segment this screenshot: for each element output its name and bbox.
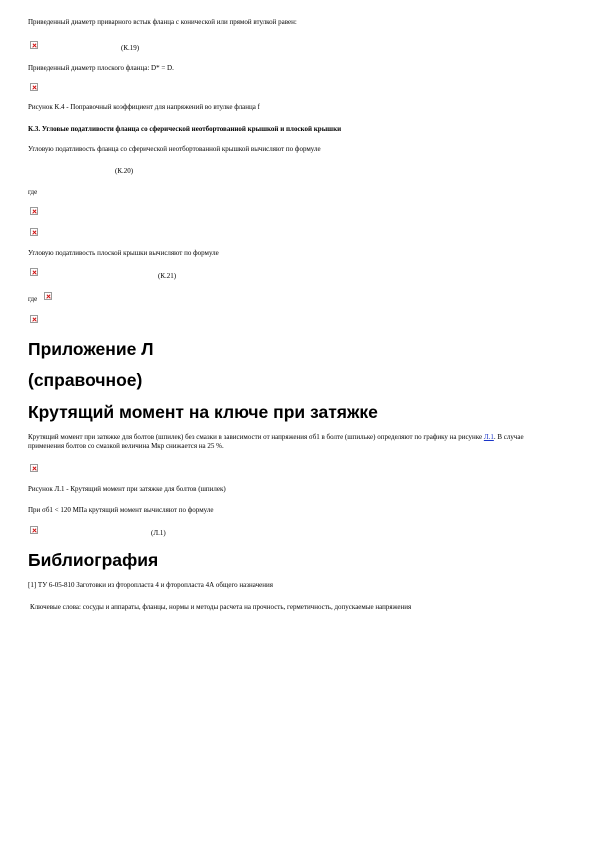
text-flat-cover: Угловую податливость плоской крышки вычисляют по формуле [28,249,219,257]
appendix-paragraph-text-1: Крутящий момент при затяжке для болтов (шпилек) без смазки в зависимости от напряжения σб1 в болте (шпильке) определяют по графику на рисунке [28,433,484,441]
text-spherical-cover: Угловую податливость фланца со сферической неотбортованной крышкой вычисляют по формуле [28,145,321,153]
section-heading-k3: К.3. Угловые податливости фланца со сферической неотбортованной крышкой и плоской крышки [28,125,342,133]
broken-image-icon [30,268,38,276]
broken-image-icon [30,207,38,215]
appendix-heading: Крутящий момент на ключе при затяжке [28,402,378,422]
figure-caption-l1: Рисунок Л.1 - Крутящий момент при затяжке для болтов (шпилек) [28,485,226,493]
equation-number-k21: (К.21) [158,272,177,280]
equation-number-k19: (К.19) [121,44,140,52]
keywords-line: Ключевые слова: сосуды и аппараты, фланцы, нормы и методы расчета на прочность, герметичность, допускаемые напряжения [30,603,412,611]
appendix-subtitle: (справочное) [28,370,143,390]
broken-image-icon [30,526,38,534]
broken-image-icon [30,228,38,236]
equation-number-l1: (Л.1) [151,529,166,537]
broken-image-icon [30,315,38,323]
text-where-1: где [28,188,38,196]
appendix-paragraph-text-2: . В случае применения болтов со смазкой величина Мкр снижается на 25 %. [28,433,524,450]
appendix-paragraph [28,433,548,451]
text-formula-intro: При σб1 < 120 МПа крутящий момент вычисляют по формуле [28,506,214,514]
figure-l1-link[interactable]: Л.1 [483,433,494,441]
broken-image-icon [30,83,38,91]
text-flat-flange-diameter: Приведенный диаметр плоского фланца: D* = D. [28,64,174,72]
broken-image-icon [30,464,38,472]
bibliography-item: [1] ТУ 6-05-810 Заготовки из фторопласта 4 и фторопласта 4А общего назначения [28,581,273,589]
text-flange-diameter: Приведенный диаметр приварного встык фланца с конической или прямой втулкой равен: [28,18,297,26]
text-where-2: где [28,295,38,303]
appendix-title: Приложение Л [28,339,154,359]
equation-number-k20: (К.20) [115,167,134,175]
broken-image-icon [30,41,38,49]
bibliography-heading: Библиография [28,550,159,570]
figure-caption-k4: Рисунок К.4 - Поправочный коэффициент для напряжений во втулке фланца f [28,103,260,111]
broken-image-icon [44,292,52,300]
